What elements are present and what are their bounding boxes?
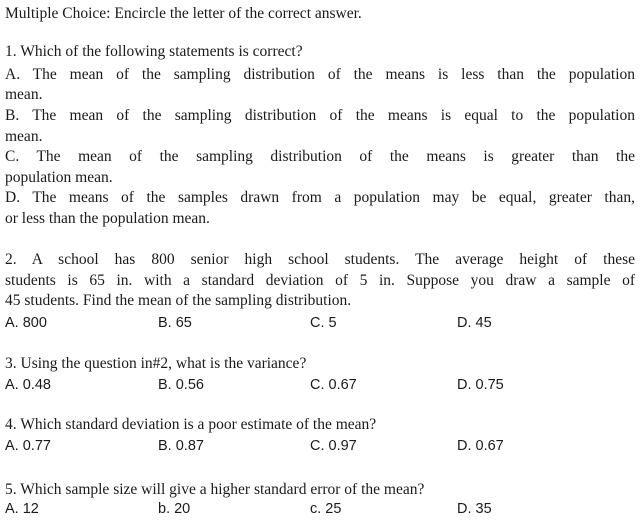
q1-choice-c-cont: population mean. <box>5 169 113 186</box>
q1-choice-d-cont: or less than the population mean. <box>5 210 210 227</box>
q5-option-c[interactable]: c. 25 <box>310 501 342 517</box>
instructions: Multiple Choice: Encircle the letter of the correct answer. <box>5 5 362 22</box>
q5-option-d[interactable]: D. 35 <box>457 501 492 517</box>
q1-choice-c[interactable]: C. The mean of the sampling distribution of the means is greater than the <box>5 148 635 165</box>
q3-option-b[interactable]: B. 0.56 <box>158 377 204 393</box>
q4-option-d[interactable]: D. 0.67 <box>457 438 504 454</box>
question-1-text: 1. Which of the following statements is correct? <box>5 43 303 60</box>
question-2-line-2: students is 65 in. with a standard deviation of 5 in. Suppose you draw a sample of <box>5 272 635 289</box>
q1-choice-a[interactable]: A. The mean of the sampling distribution of the means is less than the population <box>5 66 635 83</box>
q4-option-a[interactable]: A. 0.77 <box>5 438 51 454</box>
q1-choice-b[interactable]: B. The mean of the sampling distribution of the means is equal to the population <box>5 107 635 124</box>
q2-option-c[interactable]: C. 5 <box>310 315 337 331</box>
q1-choice-b-cont: mean. <box>5 128 43 145</box>
q4-option-b[interactable]: B. 0.87 <box>158 438 204 454</box>
q2-option-d[interactable]: D. 45 <box>457 315 492 331</box>
question-3-text: 3. Using the question in#2, what is the variance? <box>5 355 307 372</box>
q2-option-a[interactable]: A. 800 <box>5 315 47 331</box>
q1-choice-a-cont: mean. <box>5 86 43 103</box>
q3-option-c[interactable]: C. 0.67 <box>310 377 357 393</box>
q5-option-b[interactable]: b. 20 <box>158 501 191 517</box>
q3-option-d[interactable]: D. 0.75 <box>457 377 504 393</box>
q5-option-a[interactable]: A. 12 <box>5 501 39 517</box>
question-4-text: 4. Which standard deviation is a poor estimate of the mean? <box>5 416 377 433</box>
q2-option-b[interactable]: B. 65 <box>158 315 192 331</box>
q4-option-c[interactable]: C. 0.97 <box>310 438 357 454</box>
question-5-text: 5. Which sample size will give a higher standard error of the mean? <box>5 481 425 498</box>
q1-choice-d[interactable]: D. The means of the samples drawn from a population may be equal, greater than, <box>5 189 635 206</box>
question-2-line-1: 2. A school has 800 senior high school students. The average height of these <box>5 251 635 268</box>
q3-option-a[interactable]: A. 0.48 <box>5 377 51 393</box>
question-2-line-3: 45 students. Find the mean of the sampling distribution. <box>5 292 352 309</box>
